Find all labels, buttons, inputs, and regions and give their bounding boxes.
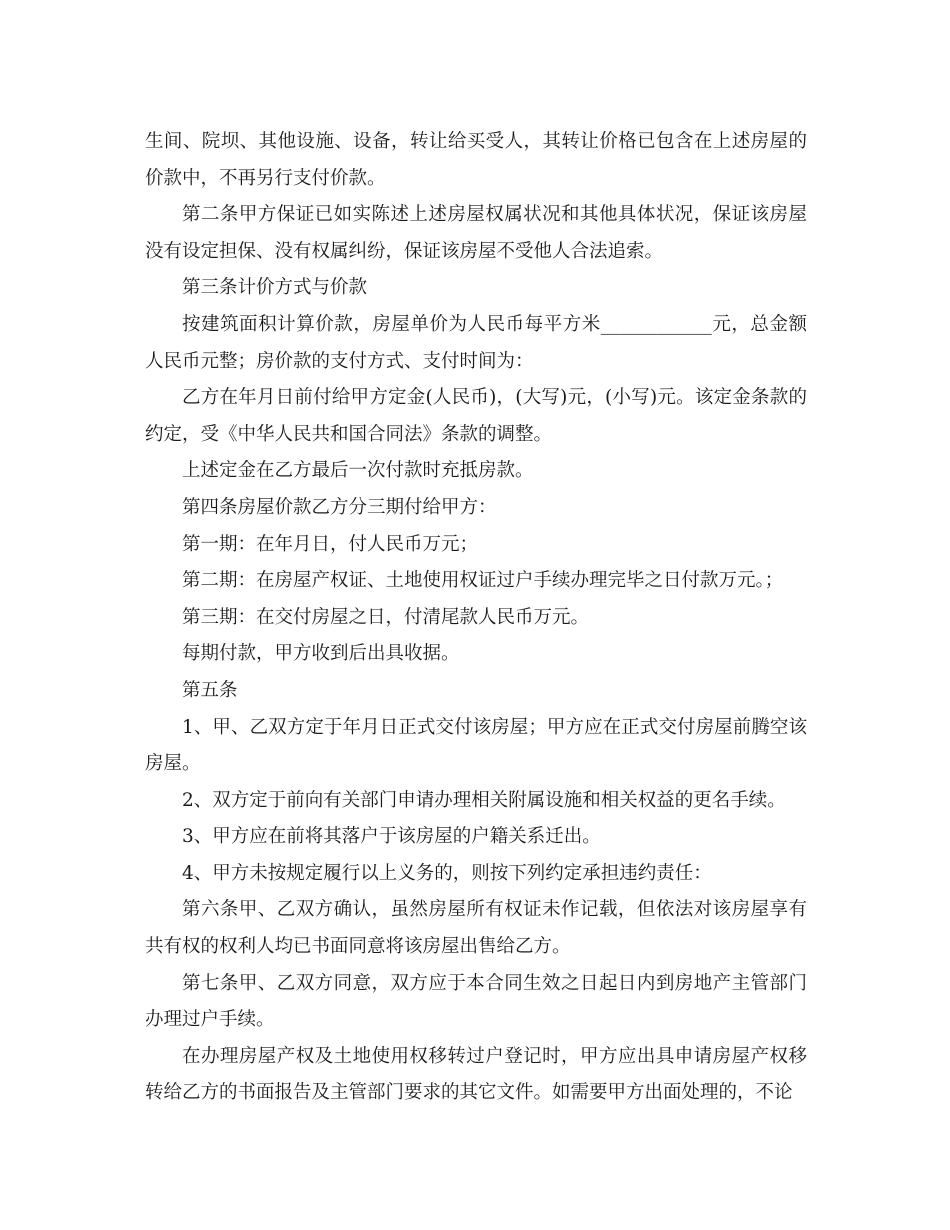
paragraph: 乙方在年月日前付给甲方定金(人民币)，(大写)元，(小写)元。该定金条款的约定，受《中华人民共和国合同法》条款的调整。: [145, 387, 807, 445]
paragraph: 3、甲方应在前将其落户于该房屋的户籍关系迁出。: [182, 826, 601, 848]
paragraph: 每期付款，甲方收到后出具收据。: [182, 643, 460, 665]
document-body: [145, 124, 807, 1112]
paragraph: 第七条甲、乙双方同意，双方应于本合同生效之日起日内到房地产主管部门办理过户手续。: [145, 972, 807, 1031]
paragraph: 第三期：在交付房屋之日，付清尾款人民币万元。: [182, 606, 590, 628]
paragraph: 第五条: [182, 679, 238, 701]
paragraph: 4、甲方未按规定履行以上义务的，则按下列约定承担违约责任：: [182, 862, 712, 884]
paragraph: 第二期：在房屋产权证、土地使用权证过户手续办理完毕之日付款万元。；: [182, 570, 784, 592]
paragraph: 按建筑面积计算价款，房屋单价为人民币每平方米____________元，总金额人民币元整；房价款的支付方式、支付时间为：: [145, 313, 807, 372]
paragraph: 生间、院坝、其他设施、设备，转让给买受人，其转让价格已包含在上述房屋的价款中，不再另行支付价款。: [145, 131, 807, 189]
paragraph: 第四条房屋价款乙方分三期付给甲方：: [182, 496, 497, 518]
paragraph: 第三条计价方式与价款: [182, 277, 368, 299]
paragraph: 第六条甲、乙双方确认，虽然房屋所有权证未作记载，但依法对该房屋享有共有权的权利人均已书面同意将该房屋出售给乙方。: [145, 899, 807, 958]
paragraph: 第一期：在年月日，付人民币万元；: [182, 533, 479, 555]
paragraph: 在办理房屋产权及土地使用权移转过户登记时，甲方应出具申请房屋产权移转给乙方的书面报告及主管部门要求的其它文件。如需要甲方出面处理的，不论: [145, 1045, 807, 1104]
paragraph: 2、双方定于前向有关部门申请办理相关附属设施和相关权益的更名手续。: [182, 789, 786, 811]
paragraph: 1、甲、乙双方定于年月日正式交付该房屋；甲方应在正式交付房屋前腾空该房屋。: [145, 716, 807, 775]
paragraph: 上述定金在乙方最后一次付款时充抵房款。: [182, 460, 534, 482]
paragraph: 第二条甲方保证已如实陈述上述房屋权属状况和其他具体状况，保证该房屋没有设定担保、没有权属纠纷，保证该房屋不受他人合法追索。: [145, 204, 807, 262]
